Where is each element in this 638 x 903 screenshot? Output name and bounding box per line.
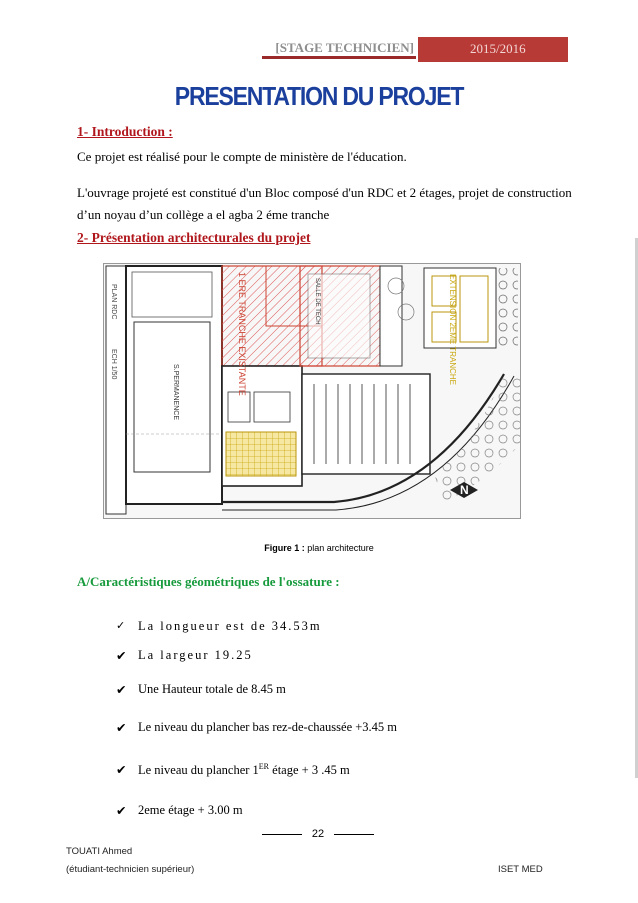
check-icon: ✓: [116, 620, 126, 632]
superscript-er: ER: [258, 762, 270, 771]
plan-scale-label: ECH 1/50: [110, 349, 117, 380]
list-item-text-after: étage + 3 .45 m: [269, 763, 350, 778]
architecture-plan-drawing: [104, 264, 520, 518]
intro-paragraph-2: L'ouvrage projeté est constitué d'un Bloc composé d'un RDC et 2 étages, projet de construction d’un noyau d’un collège a el agba 2 éme tranche: [77, 185, 572, 222]
tech-room-label: SALLE DE TECH: [314, 278, 320, 325]
list-item-text: 2eme étage + 3.00 m: [138, 803, 243, 817]
page-number: 22: [262, 826, 374, 842]
architecture-plan-image: [103, 263, 521, 519]
list-item-text: La largeur 19.25: [138, 648, 253, 662]
plan-title-label: PLAN RDC: [110, 284, 117, 320]
section-heading-introduction: 1- Introduction :: [77, 124, 173, 139]
north-label: N: [460, 483, 469, 497]
page-title: PRESENTATION DU PROJET: [174, 81, 464, 111]
list-item-text-before: Le niveau du plancher 1: [138, 763, 259, 778]
extension-label: EXTENSION 2EME TRANCHE: [448, 274, 457, 385]
list-item-text: Le niveau du plancher bas rez-de-chaussée +3.45 m: [138, 720, 398, 734]
section-heading-architecture: 2- Présentation architecturales du projet: [77, 230, 311, 245]
check-icon: ✔: [116, 683, 127, 697]
figure-caption-text: plan architecture: [304, 543, 374, 553]
list-item-text: La longueur est de 34.53m: [138, 619, 322, 633]
list-item-text: [138, 762, 350, 778]
check-icon: ✔: [116, 804, 127, 818]
list-item-text: Une Hauteur totale de 8.45 m: [138, 682, 286, 696]
figure-caption: [0, 543, 638, 553]
check-icon: ✔: [116, 763, 127, 777]
existing-block-label: 1 ERE TRANCHE EXISTANTE: [237, 272, 247, 396]
check-icon: ✔: [116, 649, 127, 663]
header-year-badge: 2015/2016: [418, 37, 568, 62]
footer-role: (étudiant-technicien supérieur): [66, 864, 195, 875]
intro-paragraph-1: Ce projet est réalisé pour le compte de ministère de l'éducation.: [77, 149, 407, 164]
permanence-room-label: S.PERMANENCE: [172, 364, 179, 421]
section-heading-geometry: A/Caractéristiques géométriques de l'ossature :: [77, 574, 340, 589]
footer-author: TOUATI Ahmed: [66, 846, 133, 857]
check-icon: ✔: [116, 721, 127, 735]
header-stage-label: [STAGE TECHNICIEN]: [262, 37, 416, 59]
footer-institution: ISET MED: [498, 864, 543, 875]
figure-caption-prefix: Figure 1 :: [264, 543, 305, 553]
